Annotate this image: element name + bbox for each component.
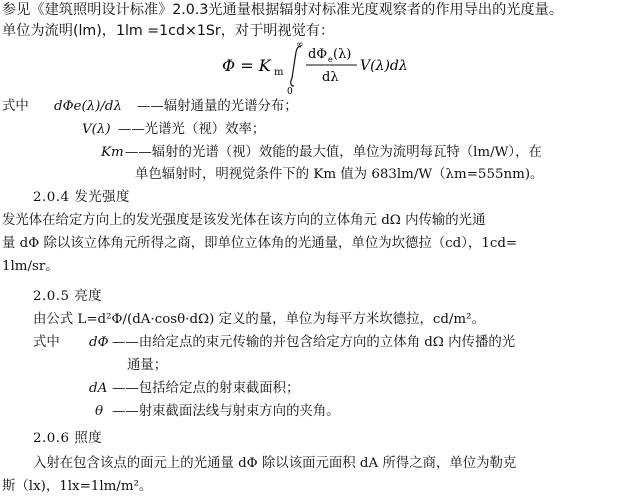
section-2-0-5-line-1: 由公式 L=d²Φ/(dA·cosθ·dΩ) 定义的量，单位为每平方米坎德拉，cd/m²。 — [33, 312, 485, 327]
fraction-numerator-sub: e — [328, 55, 333, 64]
integral-upper-limit: ∞ — [296, 40, 304, 50]
term-3-definition: ——辐射的光谱（视）效能的最大值，单位为流明每瓦特（lm/W），在 — [125, 145, 542, 160]
section-2-0-4-line-3: 1lm/sr。 — [2, 259, 59, 274]
section-2-0-4-line-1: 发光体在给定方向上的发光强度是该发光体在该方向的立体角元 dΩ 内传输的光通 — [2, 213, 486, 228]
fraction-numerator-tail: (λ) — [333, 47, 352, 62]
section-2-0-4-line-2: 量 dΦ 除以该立体角元所得之商，即单位立体角的光通量，单位为坎德拉（cd），1cd= — [2, 236, 518, 251]
integral-sign — [291, 47, 301, 86]
term-3-symbol: Km — [101, 145, 124, 160]
fraction-denominator: dλ — [322, 70, 339, 85]
section-2-0-5-heading: 2.0.5 亮度 — [33, 289, 103, 304]
section-2-0-5-term-1-definition: ——由给定点的束元传输的并包含给定方向的立体角 dΩ 内传播的光 — [112, 335, 516, 350]
section-2-0-6-heading: 2.0.6 照度 — [33, 431, 103, 446]
section-2-0-5-term-2-symbol: dA — [89, 381, 108, 396]
section-2-0-6-line-1: 入射在包含该点的面元上的光通量 dΦ 除以该面元面积 dA 所得之商，单位为勒克 — [33, 456, 517, 471]
intro-line-1: 参见《建筑照明设计标准》2.0.3光通量根据辐射对标准光度观察者的作用导出的光度量。 — [2, 2, 564, 18]
formula-lhs: Φ = K — [222, 56, 271, 75]
term-2-definition: ——光谱光（视）效率； — [118, 122, 266, 137]
section-2-0-5-term-2-definition: ——包括给定点的射束截面积； — [112, 381, 300, 396]
integral-lower-limit: 0 — [287, 87, 293, 94]
section-2-0-5-term-3-symbol: θ — [95, 404, 104, 419]
fraction-numerator: dΦ — [308, 47, 327, 62]
section-2-0-6-line-2: 斯（lx)，1lx=1lm/m²。 — [2, 479, 153, 494]
term-1-symbol: dΦe(λ)/dλ — [54, 99, 122, 114]
section-2-0-4-heading: 2.0.4 发光强度 — [33, 190, 130, 205]
formula-tail: V(λ)dλ — [360, 58, 408, 74]
luminous-flux-formula — [222, 38, 422, 94]
term-2-symbol: V(λ) — [82, 122, 111, 137]
section-2-0-5-term-1-continuation: 通量； — [127, 358, 168, 373]
section-2-0-5-term-1-symbol: dΦ — [89, 335, 109, 350]
where-prefix: 式中 — [2, 99, 29, 114]
term-1-definition: ——辐射通量的光谱分布； — [137, 99, 298, 114]
section-2-0-5-where-prefix: 式中 — [33, 335, 60, 350]
section-2-0-5-term-3-definition: ——射束截面法线与射束方向的夹角。 — [112, 404, 340, 419]
formula-lhs-sub: m — [274, 67, 284, 78]
intro-line-2: 单位为流明(lm)，1lm =1cd×1Sr，对于明视觉有： — [2, 23, 335, 39]
term-3-continuation: 单色辐射时，明视觉条件下的 Km 值为 683lm/W（λm=555nm)。 — [135, 167, 544, 182]
